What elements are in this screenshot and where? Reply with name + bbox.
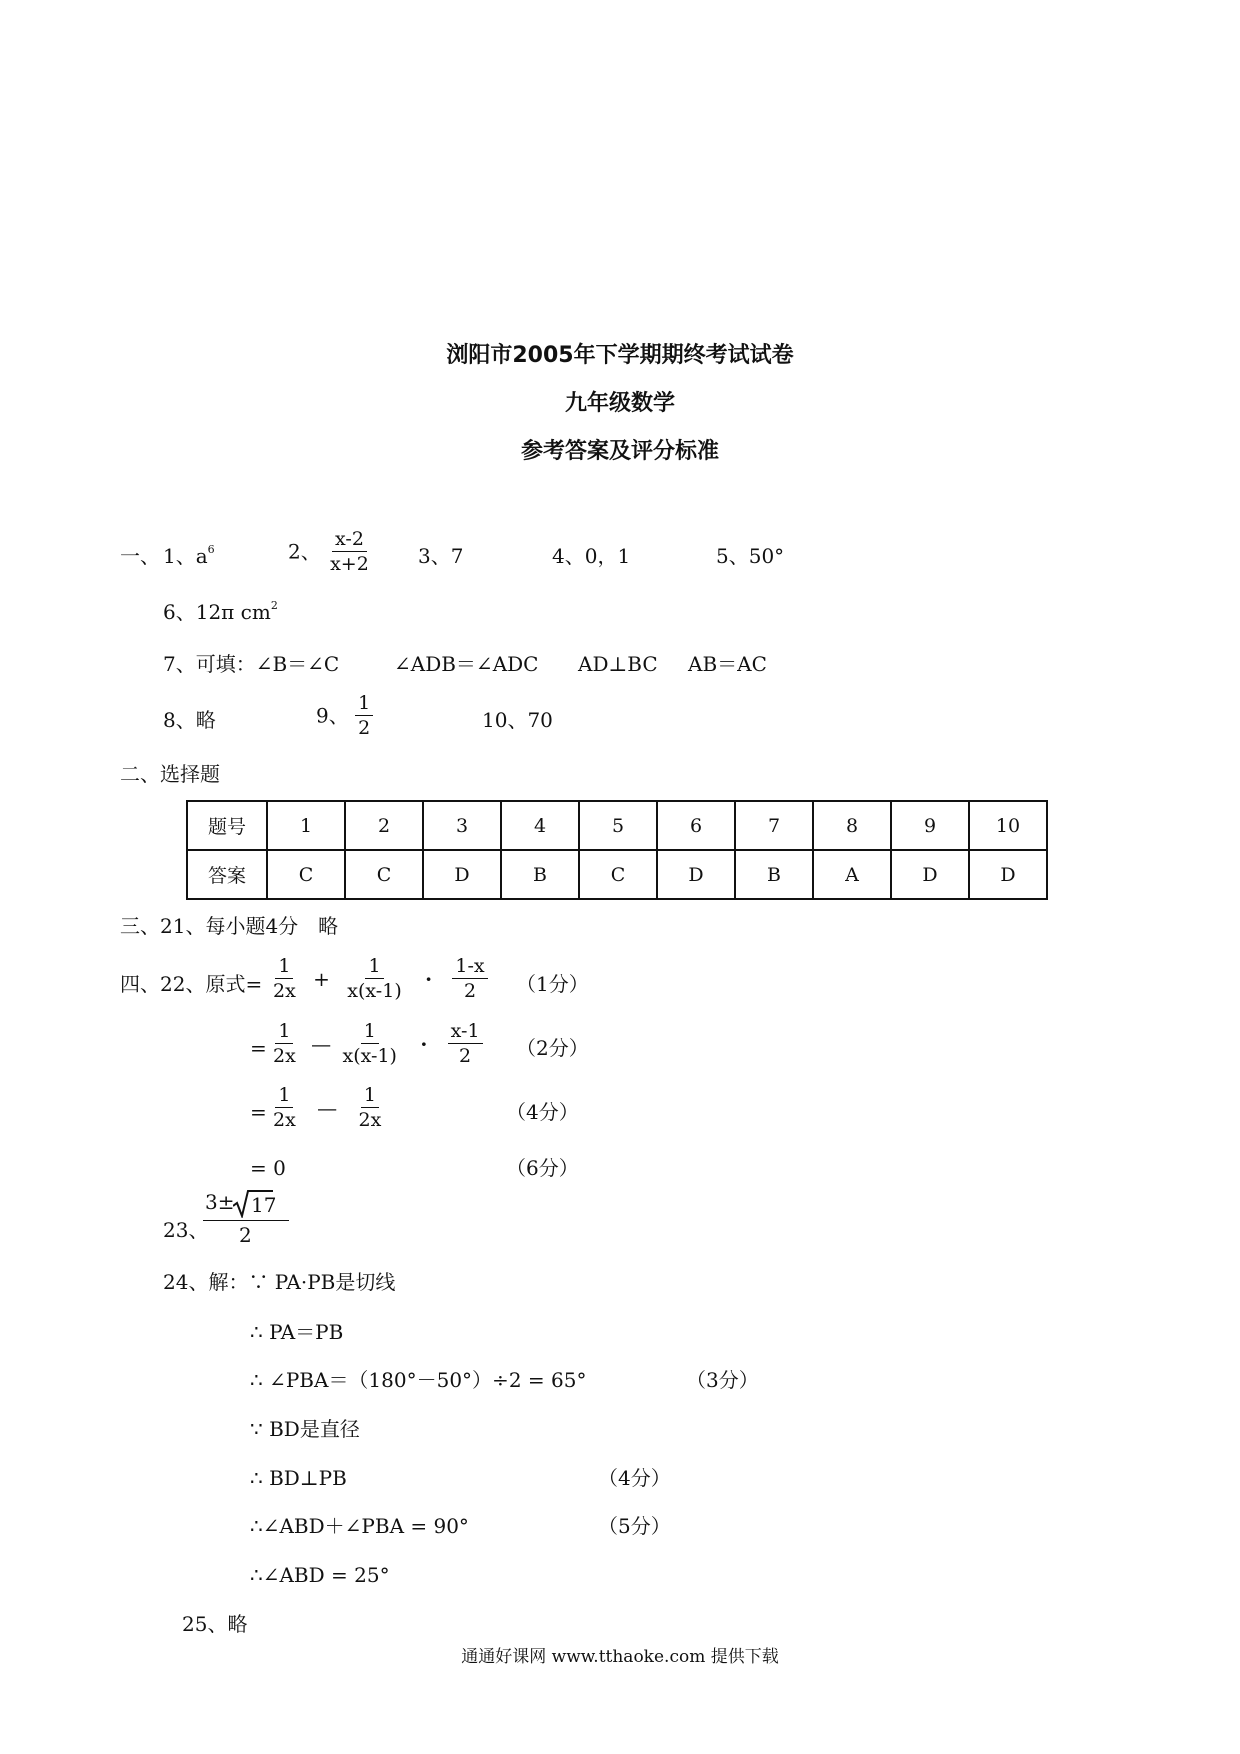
fraction [270, 1084, 299, 1131]
q24-line-2: ∴ PA＝PB [250, 1320, 344, 1344]
fraction [448, 1020, 483, 1067]
answer-7: 7、可填：∠B＝∠C [163, 652, 340, 676]
fraction-denominator: 2 [358, 717, 371, 739]
equals-sign: = [250, 1036, 267, 1060]
footer-credit: 通通好课网 www.tthaoke.com 提供下载 [461, 1647, 779, 1667]
q22-line-4: = 0 [250, 1156, 286, 1180]
table-cell: 7 [735, 801, 813, 850]
answer-3: 3、7 [418, 544, 464, 568]
fraction [344, 955, 404, 1002]
q24-line-3: ∴ ∠PBA＝（180°－50°）÷2 = 65° [250, 1368, 587, 1392]
fraction-numerator: 1 [275, 1020, 293, 1044]
q24-line-6: ∴∠ABD＋∠PBA = 90° [250, 1514, 469, 1538]
section4-label: 四、22、原式= [120, 972, 263, 996]
table-row-answers [187, 850, 1047, 899]
score-label: （2分） [516, 1036, 589, 1060]
q22-line-1 [270, 955, 488, 1002]
answer-1 [163, 544, 215, 572]
answer-6-text: 6、12π cm [163, 600, 271, 624]
fraction-numerator: x-1 [448, 1020, 483, 1044]
operator: — [317, 1095, 338, 1120]
answer-7-option-c: AD⊥BC [578, 652, 658, 676]
fraction-denominator: x+2 [330, 553, 369, 575]
answer-7-option-b: ∠ADB＝∠ADC [394, 652, 539, 676]
document-subtitle-answers: 参考答案及评分标准 [520, 439, 719, 464]
table-cell: 4 [501, 801, 579, 850]
table-cell: 5 [579, 801, 657, 850]
answer-2-fraction [327, 528, 372, 575]
table-cell: 2 [345, 801, 423, 850]
fraction-denominator: 2x [273, 1109, 296, 1131]
fraction-denominator: 2x [273, 1045, 296, 1067]
answer-2-label: 2、 [288, 539, 321, 564]
equals-sign: = [250, 1100, 267, 1124]
operator: + [313, 966, 330, 991]
fraction-numerator: 1 [361, 1084, 379, 1108]
table-cell: 1 [267, 801, 345, 850]
answer-9 [316, 692, 373, 739]
q23-prefix: 3± [205, 1190, 235, 1214]
fraction-denominator: x(x-1) [342, 1045, 397, 1067]
table-cell: 8 [813, 801, 891, 850]
table-cell: A [813, 850, 891, 899]
q24-line-5: ∴ BD⊥PB [250, 1466, 347, 1490]
answer-5: 5、50° [716, 544, 785, 568]
score-label: （1分） [516, 972, 589, 996]
q23-expression [203, 1190, 291, 1250]
multiply-dot: · [425, 966, 433, 991]
document-title: 浏阳市2005年下学期期终考试试卷 [446, 343, 794, 368]
q23-denominator: 2 [239, 1223, 252, 1247]
fraction [270, 1020, 299, 1067]
multiply-dot: · [420, 1031, 428, 1056]
score-label: （3分） [686, 1368, 759, 1392]
table-cell: C [579, 850, 657, 899]
fraction-numerator: x-2 [332, 528, 367, 552]
table-cell: D [423, 850, 501, 899]
answer-25: 25、略 [182, 1612, 248, 1636]
score-label: （6分） [506, 1156, 579, 1180]
fraction [356, 1084, 385, 1131]
answer-6 [163, 600, 278, 628]
fraction-numerator: 1 [355, 692, 373, 716]
q23-label: 23、 [163, 1218, 209, 1242]
answer-9-label: 9、 [316, 703, 349, 728]
table-cell: 6 [657, 801, 735, 850]
fraction [452, 955, 487, 1002]
answer-2 [288, 528, 372, 575]
choice-answer-table [186, 800, 1048, 900]
document-subtitle: 九年级数学 [564, 391, 675, 416]
fraction-numerator: 1 [365, 955, 383, 979]
score-label: （5分） [598, 1514, 671, 1538]
table-cell: 3 [423, 801, 501, 850]
fraction [340, 1020, 400, 1067]
section3-text: 三、21、每小题4分 略 [120, 914, 339, 938]
q24-line-7: ∴∠ABD = 25° [250, 1563, 390, 1587]
table-cell: 10 [969, 801, 1047, 850]
table-cell: C [345, 850, 423, 899]
score-label: （4分） [598, 1466, 671, 1490]
fraction-denominator: x(x-1) [347, 980, 402, 1002]
fraction-denominator: 2x [358, 1109, 382, 1131]
fraction [270, 955, 299, 1002]
table-cell: 9 [891, 801, 969, 850]
section2-label: 二、选择题 [120, 762, 220, 786]
q23-radicand: 17 [251, 1193, 277, 1217]
q22-line-2 [270, 1020, 483, 1067]
fraction-bar [203, 1220, 289, 1221]
table-cell: D [969, 850, 1047, 899]
answer-4: 4、0，1 [552, 544, 631, 568]
fraction-numerator: 1 [275, 955, 293, 979]
answer-9-fraction [355, 692, 373, 739]
fraction-denominator: 2x [273, 980, 296, 1002]
table-cell: C [267, 850, 345, 899]
table-cell: D [657, 850, 735, 899]
answer-1-exponent: 6 [207, 543, 215, 556]
answer-10: 10、70 [482, 708, 553, 732]
fraction-numerator: 1 [275, 1084, 293, 1108]
table-header-number: 题号 [187, 801, 267, 850]
fraction-numerator: 1 [361, 1020, 379, 1044]
q24-line-1: 24、解：∵ PA·PB是切线 [163, 1270, 396, 1294]
answer-8: 8、略 [163, 708, 216, 732]
answer-6-exponent: 2 [270, 599, 278, 612]
fraction-numerator: 1-x [452, 955, 487, 979]
table-row-numbers [187, 801, 1047, 850]
fraction-denominator: 2 [463, 980, 477, 1002]
score-label: （4分） [506, 1100, 579, 1124]
answer-1-label: 1、 [163, 544, 196, 568]
answer-1-base: a [195, 544, 208, 568]
operator: — [311, 1031, 332, 1056]
q23-fraction [203, 1190, 291, 1250]
q22-line-3 [270, 1084, 384, 1131]
table-cell: D [891, 850, 969, 899]
table-cell: B [501, 850, 579, 899]
section1-label: 一、 [120, 544, 160, 568]
table-header-answer: 答案 [187, 850, 267, 899]
q24-line-4: ∵ BD是直径 [250, 1417, 360, 1441]
fraction-denominator: 2 [459, 1045, 472, 1067]
table-cell: B [735, 850, 813, 899]
answer-7-option-d: AB＝AC [688, 652, 767, 676]
